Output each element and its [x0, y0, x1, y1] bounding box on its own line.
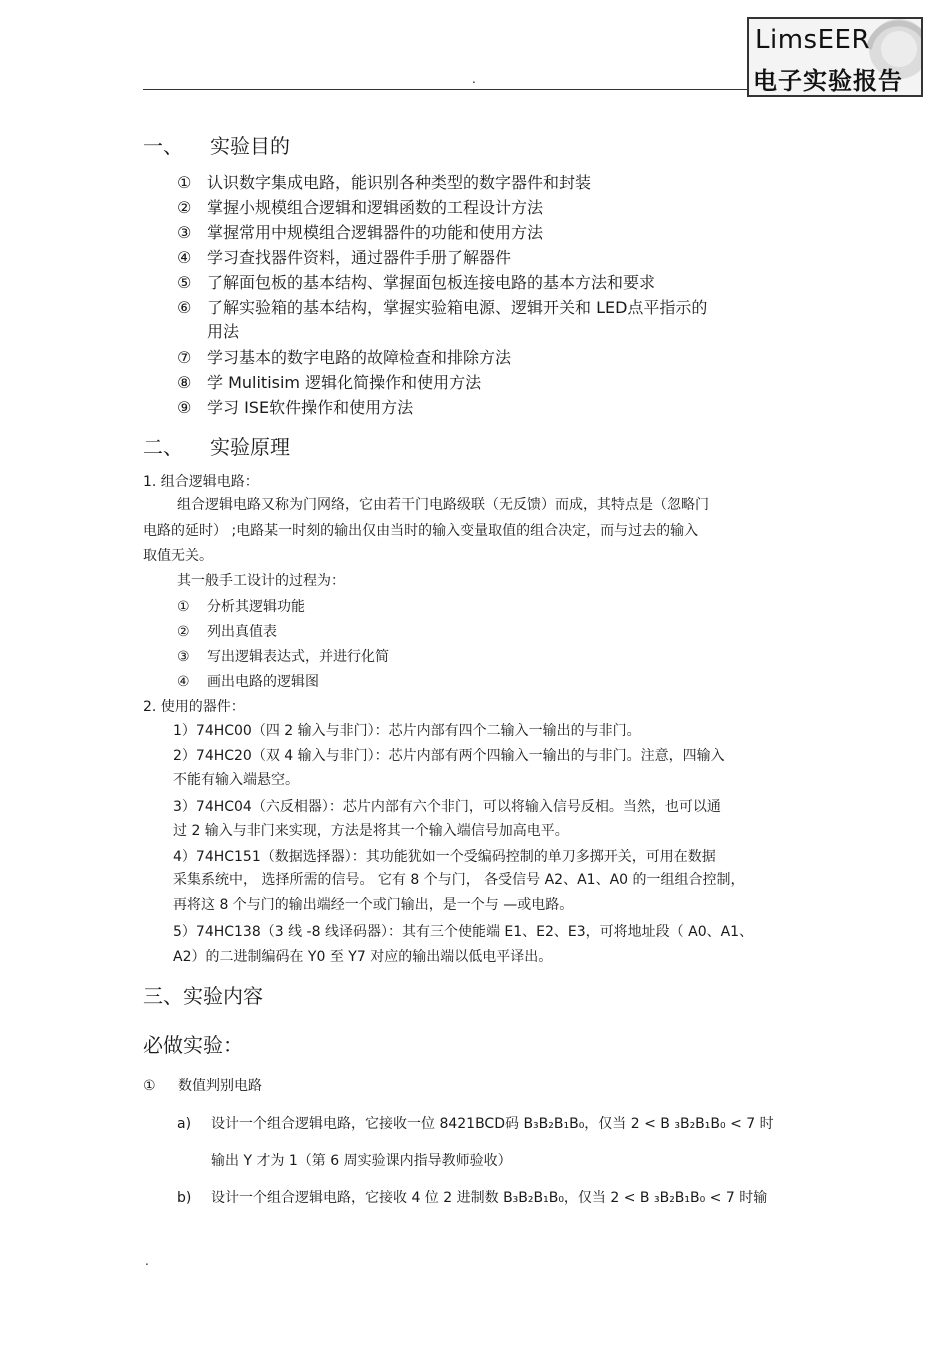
subsection-heading: 2. 使用的器件：	[143, 699, 245, 715]
paragraph-line: 3）74HC04（六反相器）：芯片内部有六个非门，可以将输入信号反相。当然，也可以通	[173, 799, 721, 815]
paragraph-line: 取值无关。	[143, 548, 213, 564]
section2-heading	[143, 431, 290, 460]
list-item: ③ 掌握常用中规模组合逻辑器件的功能和使用方法	[177, 223, 544, 242]
logo	[747, 17, 923, 97]
paragraph-line: 过 2 输入与非门来实现，方法是将其一个输入端信号加高电平。	[173, 823, 569, 839]
header-dot: .	[472, 72, 476, 86]
list-item: ④ 画出电路的逻辑图	[177, 674, 319, 690]
paragraph-line: 2）74HC20（双 4 输入与非门）：芯片内部有两个四输入一输出的与非门。注意，四输入	[173, 748, 725, 764]
list-item: ⑥ 了解实验箱的基本结构，掌握实验箱电源、逻辑开关和 LED点平指示的	[177, 298, 708, 317]
list-item: ⑤ 了解面包板的基本结构、掌握面包板连接电路的基本方法和要求	[177, 273, 656, 292]
task-a-line2: 输出 Y 才为 1（第 6 周实验课内指导教师验收）	[211, 1153, 512, 1169]
paragraph-line: 4）74HC151（数据选择器）：其功能犹如一个受编码控制的单刀多掷开关，可用在数据	[173, 849, 716, 865]
section3-subheading: 必做实验：	[143, 1033, 243, 1057]
logo-text-latin: LimsEER	[755, 25, 871, 55]
list-item: ⑦ 学习基本的数字电路的故障检查和排除方法	[177, 348, 512, 367]
list-item: ③ 写出逻辑表达式，并进行化简	[177, 649, 389, 665]
logo-text-chinese: 电子实验报告	[753, 67, 903, 95]
paragraph-line: 再将这 8 个与门的输出端经一个或门输出，是一个与 —或电路。	[173, 897, 574, 913]
task-b-line1: 设计一个组合逻辑电路，它接收 4 位 2 进制数 B₃B₂B₁B₀，仅当 2 < B ₃B₂B₁B₀ < 7 时输	[211, 1190, 768, 1206]
experiment-item	[143, 1075, 262, 1095]
experiment-item-mark: ①	[143, 1078, 156, 1094]
task-a	[177, 1113, 774, 1133]
section3-heading: 三、实验内容	[143, 984, 263, 1008]
experiment-item-title: 数值判别电路	[178, 1078, 262, 1094]
list-item: ① 认识数字集成电路，能识别各种类型的数字器件和封装	[177, 173, 592, 192]
list-item: ② 掌握小规模组合逻辑和逻辑函数的工程设计方法	[177, 198, 544, 217]
footer-dot: .	[145, 1254, 149, 1268]
paragraph-line: 采集系统中， 选择所需的信号。 它有 8 个与门， 各受信号 A2、A1、A0 的一组组合控制，	[173, 872, 745, 888]
paragraph-line: 1）74HC00（四 2 输入与非门）：芯片内部有四个二输入一输出的与非门。	[173, 723, 641, 739]
paragraph-line: 其一般手工设计的过程为：	[177, 573, 345, 589]
task-b-mark: b)	[177, 1190, 192, 1206]
list-item: ⑨ 学习 ISE软件操作和使用方法	[177, 398, 414, 417]
section1-number: 一、	[143, 134, 183, 158]
task-a-mark: a)	[177, 1116, 192, 1132]
paragraph-line: 5）74HC138（3 线 -8 线译码器）：其有三个使能端 E1、E2、E3，可将地址段（ A0、A1、	[173, 924, 754, 940]
list-item: ② 列出真值表	[177, 624, 277, 640]
section2-title: 实验原理	[210, 435, 290, 459]
list-item-continuation: 用法	[207, 322, 240, 341]
header-rule	[143, 89, 748, 90]
paragraph-line: 组合逻辑电路又称为门网络，它由若干门电路级联（无反馈）而成，其特点是（忽略门	[177, 497, 709, 513]
paragraph-line: 不能有输入端悬空。	[173, 772, 299, 788]
section1-title: 实验目的	[210, 134, 290, 158]
subsection-heading: 1. 组合逻辑电路：	[143, 474, 259, 490]
task-a-line1: 设计一个组合逻辑电路，它接收一位 8421BCD码 B₃B₂B₁B₀，仅当 2 < B ₃B₂B₁B₀ < 7 时	[211, 1116, 774, 1132]
section2-number: 二、	[143, 435, 183, 459]
list-item: ① 分析其逻辑功能	[177, 599, 305, 615]
paragraph-line: A2）的二进制编码在 Y0 至 Y7 对应的输出端以低电平译出。	[173, 949, 553, 965]
section1-heading	[143, 130, 290, 159]
list-item: ④ 学习查找器件资料，通过器件手册了解器件	[177, 248, 512, 267]
task-b	[177, 1187, 767, 1207]
paragraph-line: 电路的延时） ;电路某一时刻的输出仅由当时的输入变量取值的组合决定，而与过去的输入	[143, 523, 699, 539]
list-item: ⑧ 学 Mulitisim 逻辑化简操作和使用方法	[177, 373, 482, 392]
